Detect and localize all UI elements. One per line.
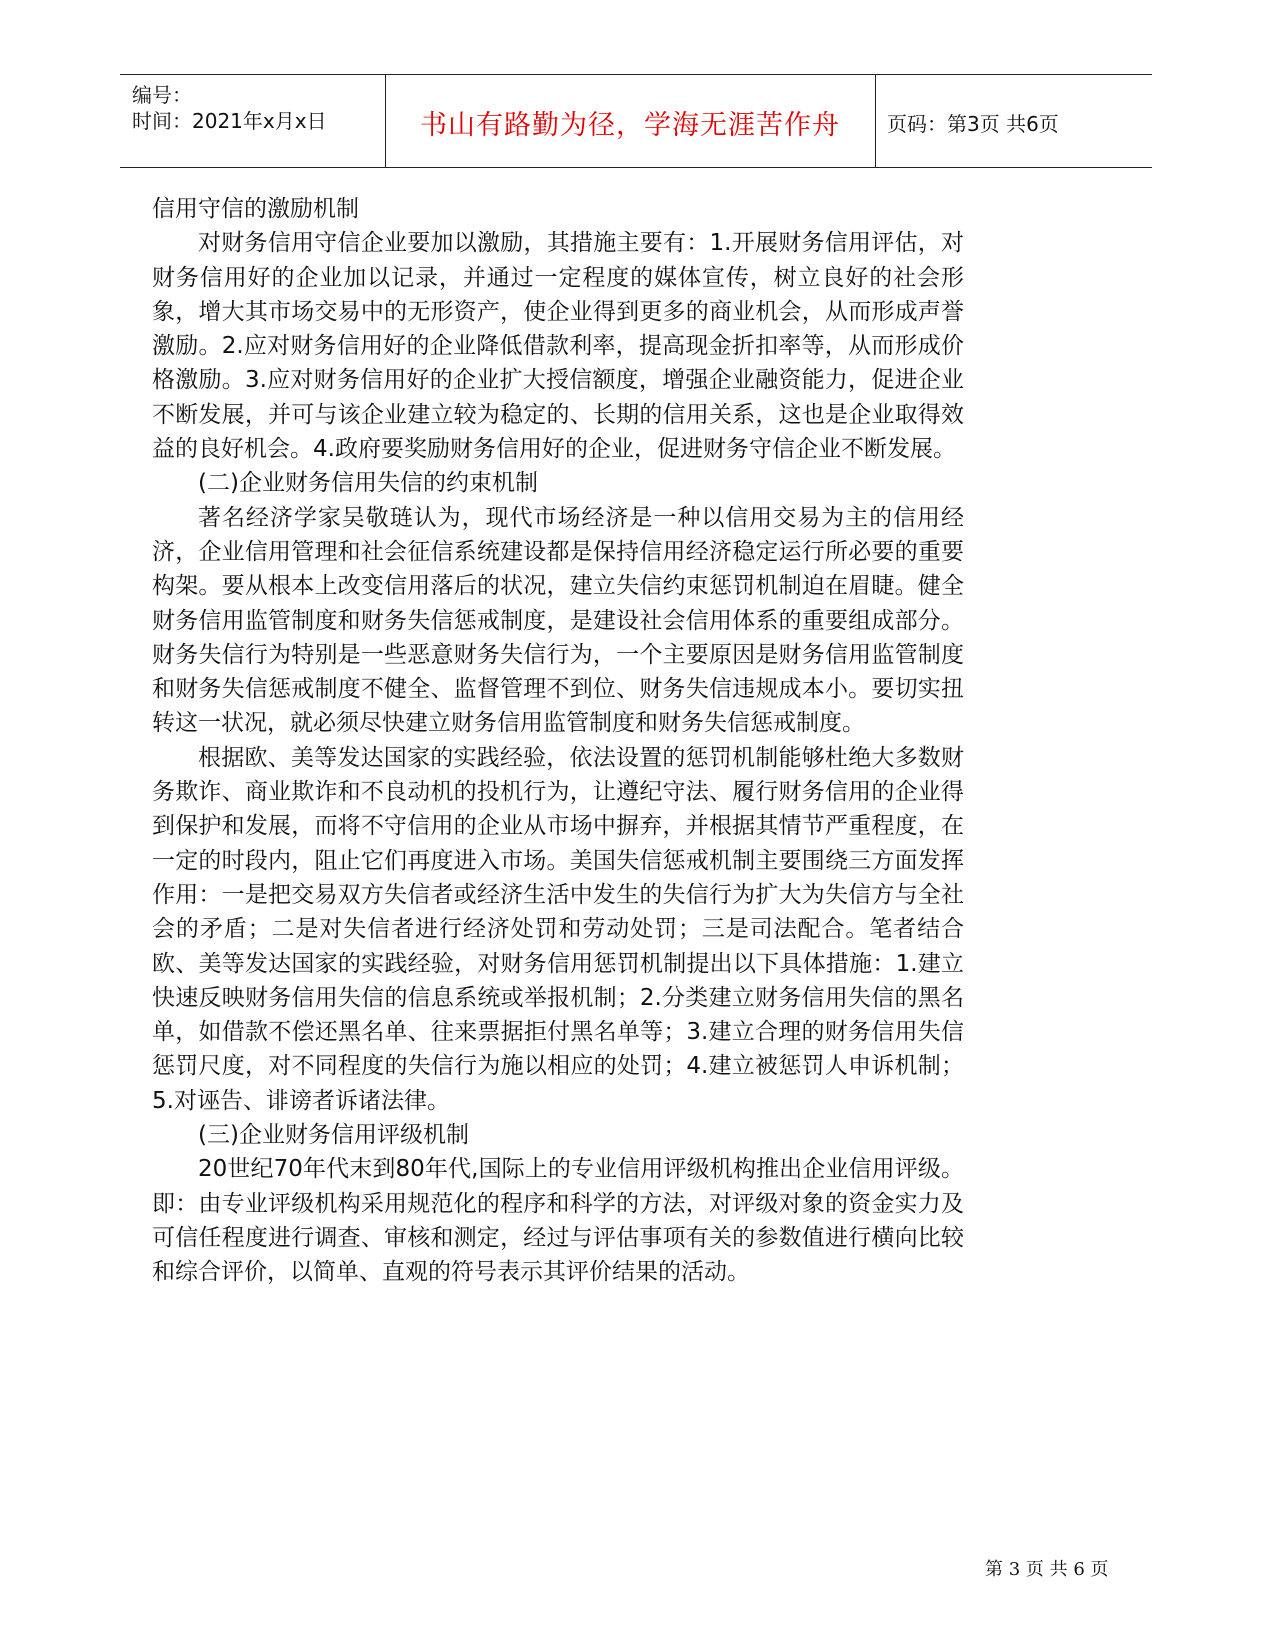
document-body [152,192,964,1290]
body-paragraph: 20世纪70年代末到80年代,国际上的专业信用评级机构推出企业信用评级。即：由专业评级机构采用规范化的程序和科学的方法，对评级对象的资金实力及可信任程度进行调查、审核和测定，经过与评估事项有关的参数值进行横向比较和综合评价，以简单、直观的符号表示其评价结果的活动。 [152,1156,964,1286]
section-heading: (二)企业财务信用失信的约束机制 [198,470,538,497]
page-header [120,74,1152,168]
body-paragraph: 根据欧、美等发达国家的实践经验，依法设置的惩罚机制能够杜绝大多数财务欺诈、商业欺诈和不良动机的投机行为，让遵纪守法、履行财务信用的企业得到保护和发展，而将不守信用的企业从市场中摒弃，并根据其情节严重程度，在一定的时段内，阻止它们再度进入市场。美国失信惩戒机制主要围绕三方面发挥作用：一是把交易双方失信者或经济生活中发生的失信行为扩大为失信方与全社会的矛盾；二是对失信者进行经济处罚和劳动处罚；三是司法配合。笔者结合欧、美等发达国家的实践经验，对财务信用惩罚机制提出以下具体措施：1.建立快速反映财务信用失信的信息系统或举报机制；2.分类建立财务信用失信的黑名单，如借款不偿还黑名单、往来票据拒付黑名单等；3.建立合理的财务信用失信惩罚尺度，对不同程度的失信行为施以相应的处罚；4.建立被惩罚人申诉机制；5.对诬告、诽谤者诉诸法律。 [152,744,964,1114]
header-motto: 书山有路勤为径，学海无涯苦作舟 [420,110,840,141]
document-time-label: 时间：2021年x月x日 [132,109,327,133]
body-paragraph: 对财务信用守信企业要加以激励，其措施主要有：1.开展财务信用评估，对财务信用好的企业加以记录，并通过一定程度的媒体宣传，树立良好的社会形象，增大其市场交易中的无形资产，使企业得到更多的商业机会，从而形成声誉激励。2.应对财务信用好的企业降低借款利率，提高现金折扣率等，从而形成价格激励。3.应对财务信用好的企业扩大授信额度，增强企业融资能力，促进企业不断发展，并可与该企业建立较为稳定的、长期的信用关系，这也是企业取得效益的良好机会。4.政府要奖励财务信用好的企业，促进财务守信企业不断发展。 [152,230,964,463]
header-meta-cell [120,75,386,167]
header-page-cell [875,75,1152,167]
page-footer: 第 3 页 共 6 页 [985,1559,1109,1580]
document-code-label: 编号： [132,83,192,107]
section-heading: (三)企业财务信用评级机制 [198,1122,469,1149]
header-page-info: 页码：第3页 共6页 [887,112,1059,136]
header-motto-cell [385,75,876,167]
body-paragraph: 著名经济学家吴敬琏认为，现代市场经济是一种以信用交易为主的信用经济，企业信用管理和社会征信系统建设都是保持信用经济稳定运行所必要的重要构架。要从根本上改变信用落后的状况，建立失信约束惩罚机制迫在眉睫。健全财务信用监管制度和财务失信惩戒制度，是建设社会信用体系的重要组成部分。财务失信行为特别是一些恶意财务失信行为，一个主要原因是财务信用监管制度和财务失信惩戒制度不健全、监督管理不到位、财务失信违规成本小。要切实扭转这一状况，就必须尽快建立财务信用监管制度和财务失信惩戒制度。 [152,504,964,737]
section-heading: 信用守信的激励机制 [152,196,359,222]
